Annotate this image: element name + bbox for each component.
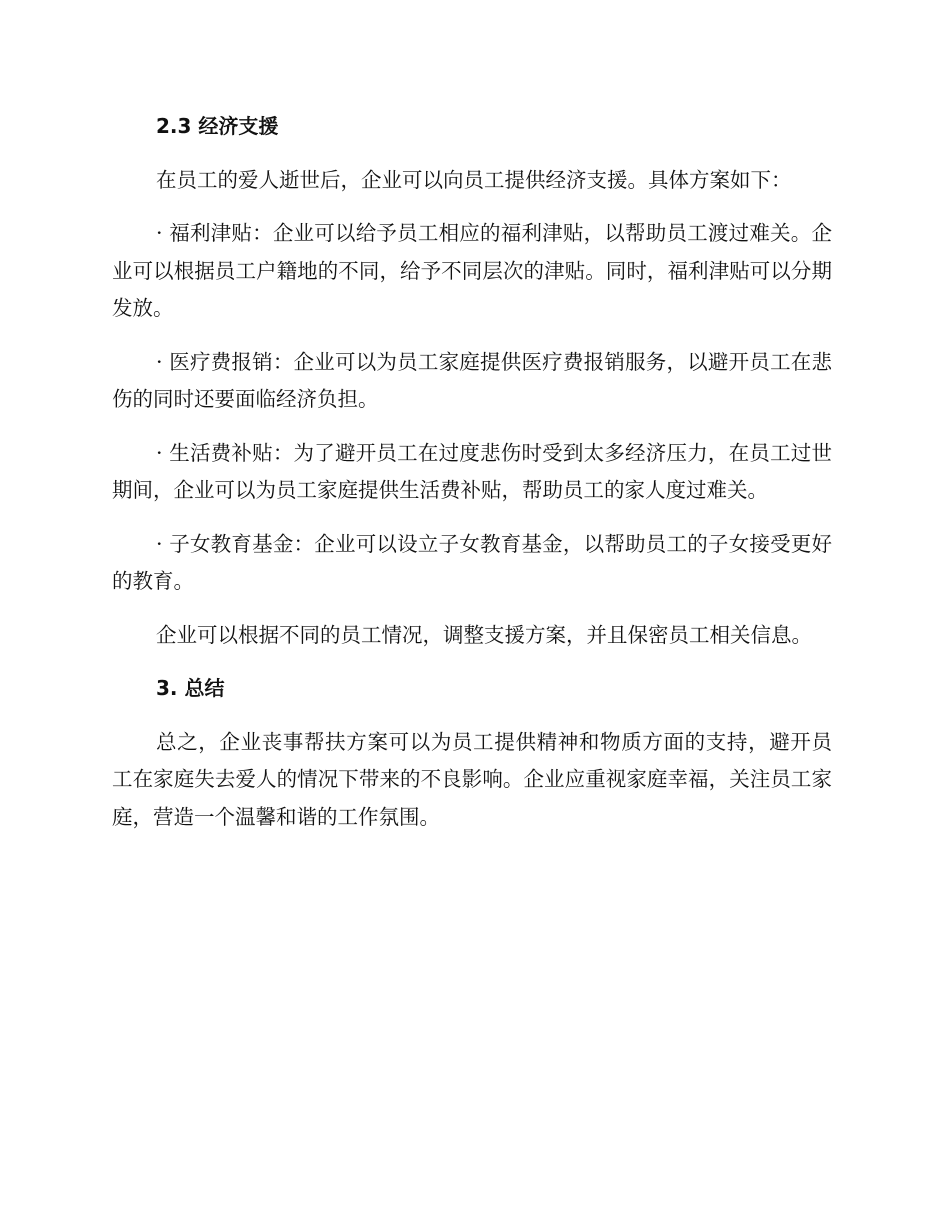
section-heading-3: 3. 总结 [156,676,225,700]
list-item-living-subsidy: · 生活费补贴：为了避开员工在过度悲伤时受到太多经济压力，在员工过世期间，企业可以为员工家庭提供生活费补贴，帮助员工的家人度过难关。 [112,440,832,502]
document-page [112,108,832,852]
summary-paragraph: 总之，企业丧事帮扶方案可以为员工提供精神和物质方面的支持，避开员工在家庭失去爱人的情况下带来的不良影响。企业应重视家庭幸福，关注员工家庭，营造一个温馨和谐的工作氛围。 [112,729,832,829]
list-item-education-fund: · 子女教育基金：企业可以设立子女教育基金，以帮助员工的子女接受更好的教育。 [112,531,832,593]
list-item-welfare-allowance: · 福利津贴：企业可以给予员工相应的福利津贴，以帮助员工渡过难关。企业可以根据员工户籍地的不同，给予不同层次的津贴。同时，福利津贴可以分期发放。 [112,221,832,320]
section-intro: 在员工的爱人逝世后，企业可以向员工提供经济支援。具体方案如下： [156,167,792,192]
list-item-medical-reimbursement: · 医疗费报销：企业可以为员工家庭提供医疗费报销服务，以避开员工在悲伤的同时还要面临经济负担。 [112,349,832,411]
section-heading-2-3: 2.3 经济支援 [156,114,279,138]
section-closing: 企业可以根据不同的员工情况，调整支援方案，并且保密员工相关信息。 [156,622,812,647]
